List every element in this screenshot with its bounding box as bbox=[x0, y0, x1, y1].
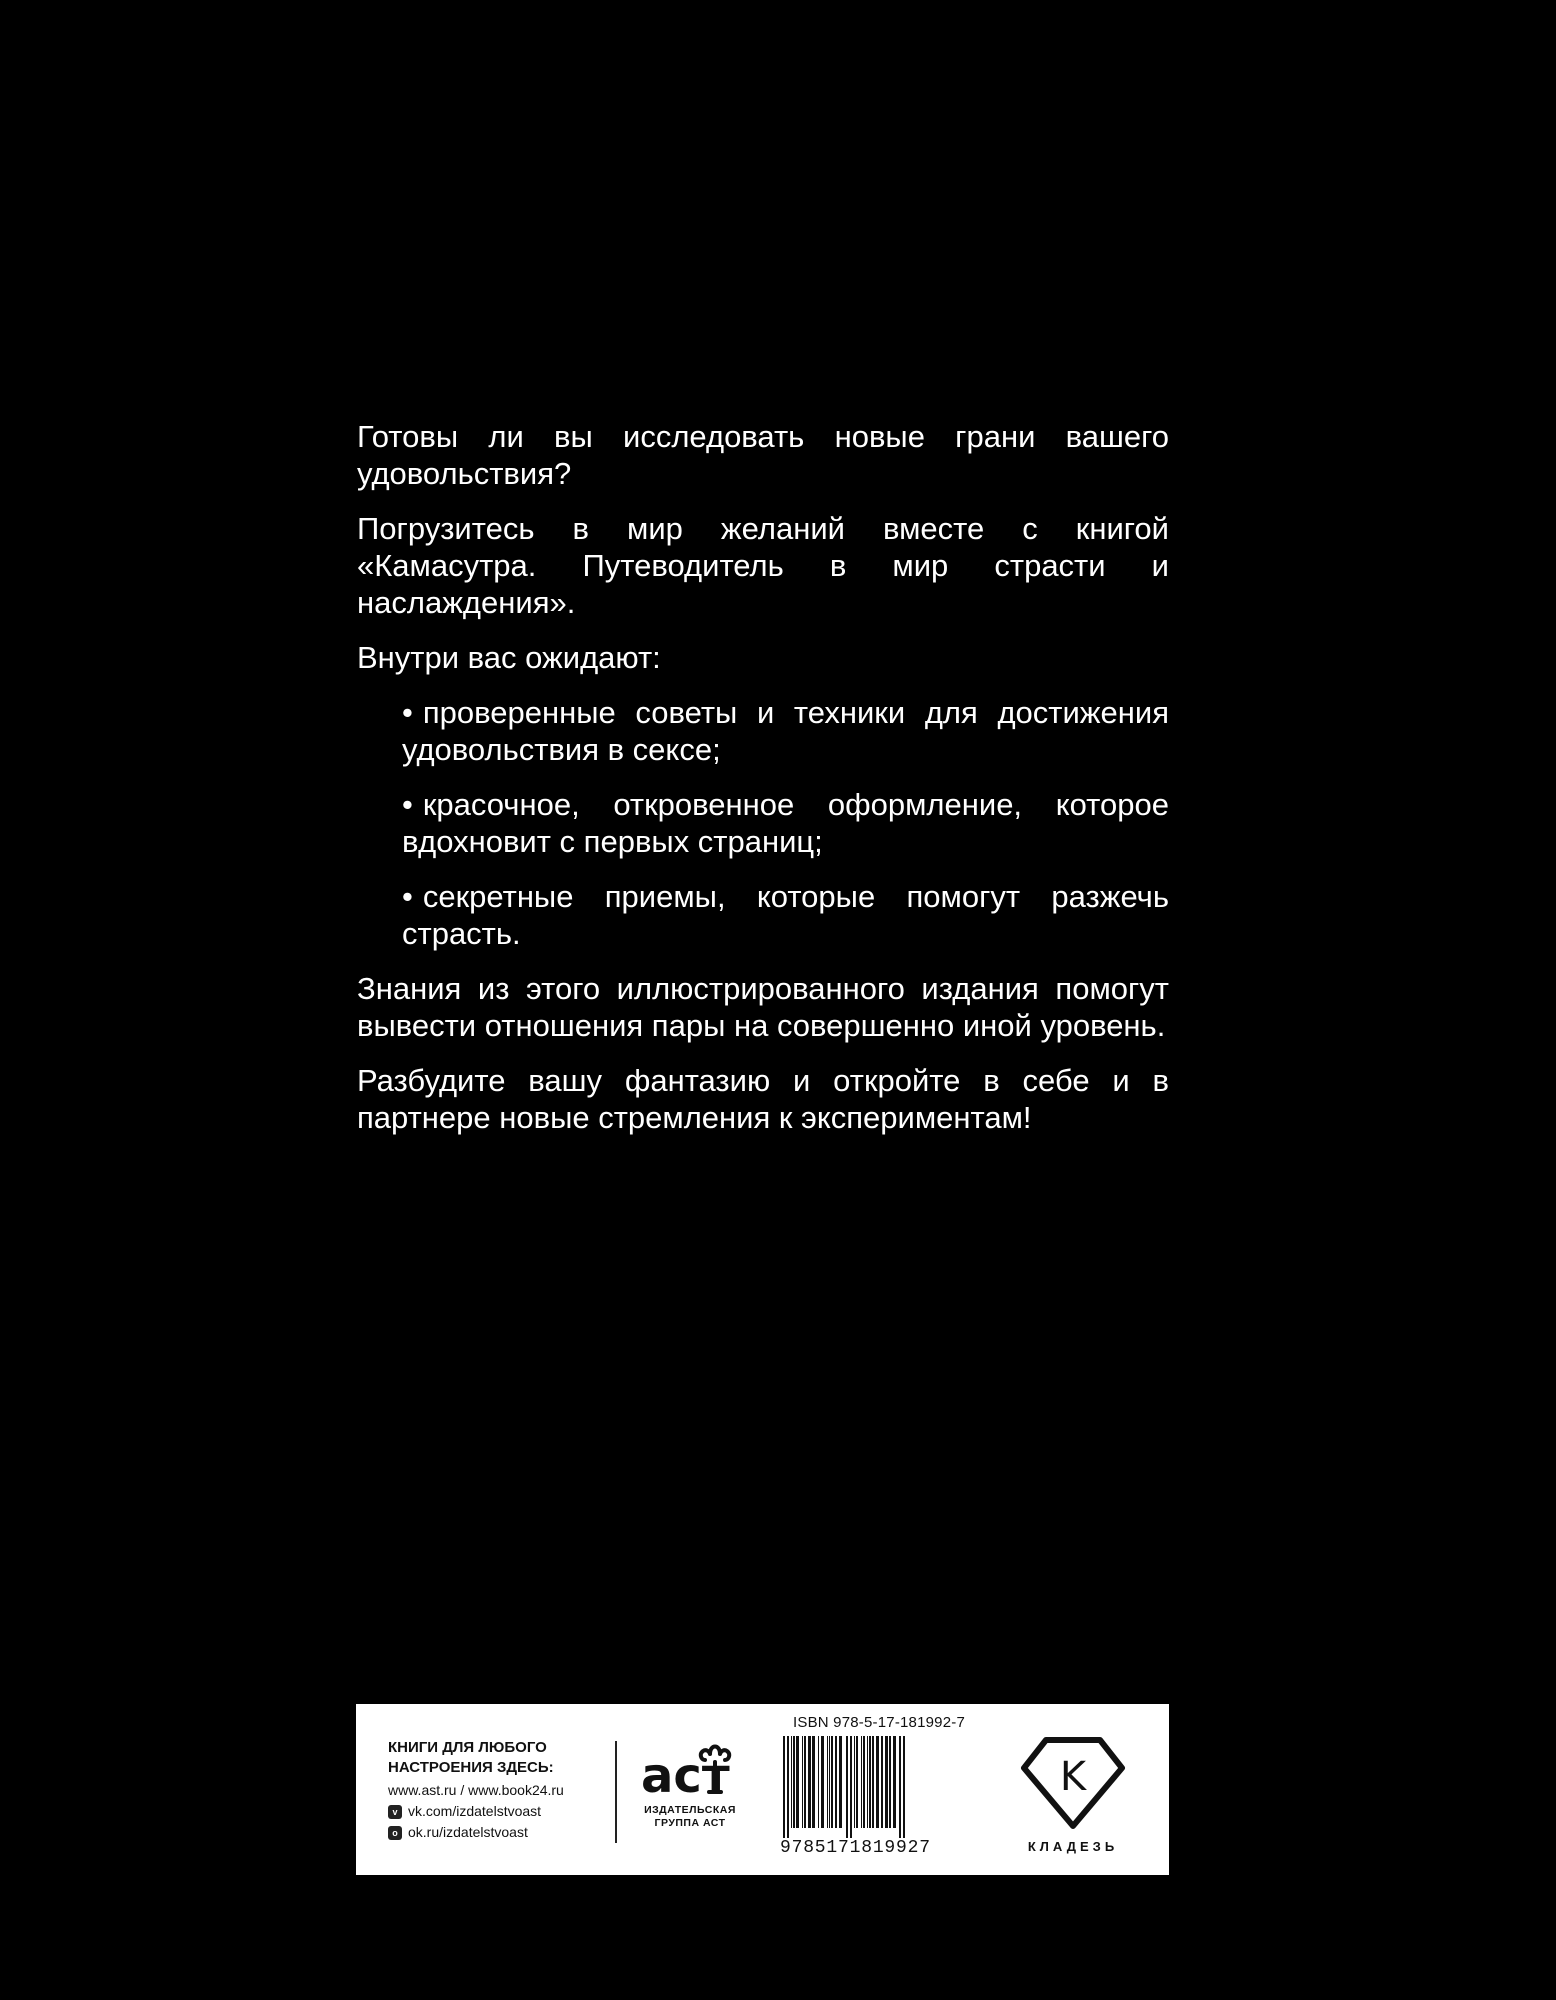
list-item bbox=[402, 878, 1169, 952]
barcode-bar bbox=[787, 1736, 789, 1838]
ean-barcode bbox=[781, 1736, 976, 1838]
barcode-bar bbox=[854, 1736, 855, 1828]
ast-logo-wordmark: аст bbox=[641, 1748, 730, 1804]
barcode-bar bbox=[791, 1736, 792, 1828]
vk-link-row[interactable] bbox=[388, 1802, 608, 1821]
list-item-text: проверенные советы и техники для достижения удовольствия в сексе; bbox=[402, 695, 1169, 767]
barcode-bar bbox=[850, 1736, 852, 1838]
barcode-bar bbox=[889, 1736, 891, 1828]
barcode-bar bbox=[796, 1736, 799, 1828]
websites-link[interactable]: www.ast.ru / www.book24.ru bbox=[388, 1782, 564, 1798]
barcode-bar bbox=[808, 1736, 811, 1828]
barcode-bar bbox=[829, 1736, 830, 1828]
barcode-bar bbox=[812, 1736, 815, 1828]
ean-digits: 9785171819927 bbox=[780, 1838, 931, 1858]
barcode-bar bbox=[818, 1736, 819, 1828]
barcode-bar bbox=[876, 1736, 879, 1828]
ok-link-row[interactable] bbox=[388, 1823, 608, 1842]
contacts-heading-line2: НАСТРОЕНИЯ ЗДЕСЬ: bbox=[388, 1759, 554, 1776]
barcode-bar bbox=[783, 1736, 785, 1838]
features-list bbox=[357, 694, 1169, 952]
barcode-bar bbox=[863, 1736, 865, 1828]
barcode-bar bbox=[846, 1736, 848, 1838]
ast-publisher-logo bbox=[626, 1734, 754, 1854]
barcode-bar bbox=[881, 1736, 883, 1828]
barcode-bar bbox=[835, 1736, 837, 1828]
barcode-bar bbox=[867, 1736, 868, 1828]
ok-link[interactable]: ok.ru/izdatelstvoast bbox=[408, 1824, 528, 1840]
list-item-text: красочное, откровенное оформление, которое вдохновит с первых страниц; bbox=[402, 787, 1169, 859]
back-cover-description bbox=[357, 418, 1169, 1154]
barcode-bar bbox=[872, 1736, 874, 1828]
barcode-bar bbox=[899, 1736, 901, 1838]
ast-logo-icon bbox=[635, 1734, 745, 1804]
barcode-bar bbox=[839, 1736, 842, 1828]
vk-link[interactable]: vk.com/izdatelstvoast bbox=[408, 1803, 542, 1819]
list-heading: Внутри вас ожидают: bbox=[357, 640, 661, 675]
closing-paragraph: Разбудите вашу фантазию и откройте в себе и в партнере новые стремления к экспериментам! bbox=[357, 1063, 1169, 1135]
barcode-bar bbox=[827, 1736, 828, 1828]
barcode-bar bbox=[831, 1736, 833, 1828]
bullet-marker: • bbox=[402, 695, 413, 730]
barcode-bar bbox=[869, 1736, 871, 1828]
barcode-bar bbox=[861, 1736, 862, 1828]
imprint-name: КЛАДЕЗЬ bbox=[1027, 1839, 1119, 1854]
lead-paragraph: Погрузитесь в мир желаний вместе с книгой «Камасутра. Путеводитель в мир страсти и наслаждения». bbox=[357, 511, 1169, 620]
knowledge-paragraph: Знания из этого иллюстрированного издания помогут вывести отношения пары на совершенно иной уровень. bbox=[357, 971, 1169, 1043]
barcode-bar bbox=[802, 1736, 803, 1828]
list-item bbox=[402, 786, 1169, 860]
publisher-info-panel bbox=[356, 1704, 1169, 1875]
bullet-marker: • bbox=[402, 879, 413, 914]
publisher-caption-line2: ГРУППА АСТ bbox=[654, 1817, 726, 1829]
diamond-letter: K bbox=[1059, 1754, 1087, 1800]
diamond-icon bbox=[1018, 1734, 1128, 1832]
barcode-bar bbox=[885, 1736, 888, 1828]
kladez-imprint-logo bbox=[1008, 1734, 1138, 1854]
isbn-text: ISBN 978-5-17-181992-7 bbox=[793, 1714, 966, 1731]
intro-paragraph: Готовы ли вы исследовать новые грани вашего удовольствия? bbox=[357, 419, 1169, 491]
publisher-caption-line1: ИЗДАТЕЛЬСКАЯ bbox=[644, 1804, 736, 1816]
barcode-bar bbox=[856, 1736, 858, 1828]
ok-icon: o bbox=[388, 1826, 402, 1840]
publisher-contacts bbox=[388, 1738, 608, 1842]
vk-icon: v bbox=[388, 1805, 402, 1819]
barcode-bar bbox=[893, 1736, 896, 1828]
barcode-bar bbox=[821, 1736, 824, 1828]
list-item bbox=[402, 694, 1169, 768]
vertical-divider bbox=[615, 1741, 617, 1843]
bullet-marker: • bbox=[402, 787, 413, 822]
contacts-heading-line1: КНИГИ ДЛЯ ЛЮБОГО bbox=[388, 1739, 547, 1756]
list-item-text: секретные приемы, которые помогут разжечь страсть. bbox=[402, 879, 1169, 951]
barcode-bar bbox=[804, 1736, 806, 1828]
barcode-bar bbox=[903, 1736, 905, 1838]
barcode-bar bbox=[793, 1736, 795, 1828]
